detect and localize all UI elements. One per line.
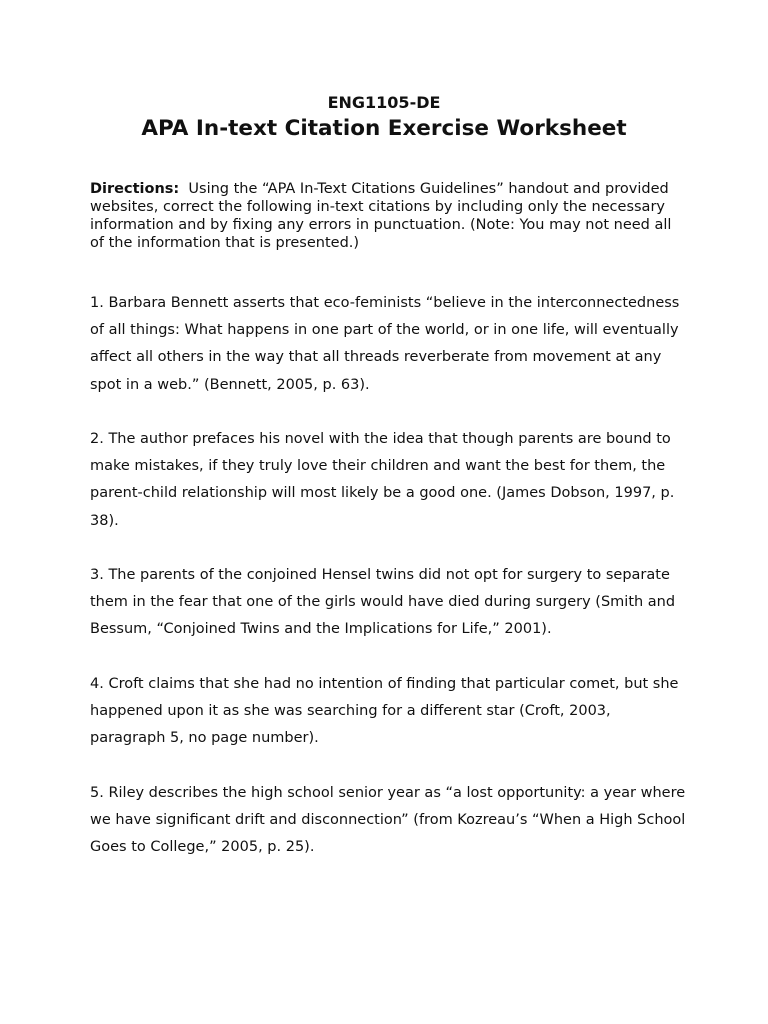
question-1: 1. Barbara Bennett asserts that eco-feminists “believe in the interconnectedness of all things: What happens in one part of the world, or in one life, will eventually affect all others in the way that all threads reverberate from movement at any spot in a web.” (Bennett, 2005, p. 63). (90, 295, 680, 393)
course-code: ENG1105-DE (327, 93, 441, 112)
question-2: 2. The author prefaces his novel with the idea that though parents are bound to make mistakes, if they truly love their children and want the best for them, the parent-child relationship will most likely be a good one. (James Dobson, 1997, p. 38). (90, 431, 675, 529)
question-4: 4. Croft claims that she had no intention of finding that particular comet, but she happened upon it as she was searching for a different star (Croft, 2003, paragraph 5, no page number). (90, 675, 679, 747)
directions-label: Directions: (90, 181, 180, 197)
question-5: 5. Riley describes the high school senior year as “a lost opportunity: a year where we have significant drift and disconnection” (from Kozreau’s “When a High School Goes to College,” 2005, p. 25). (90, 784, 686, 855)
directions-paragraph (90, 180, 680, 252)
question-list (90, 290, 690, 888)
question-3: 3. The parents of the conjoined Hensel twins did not opt for surgery to separate them in the fear that one of the girls would have died during surgery (Smith and Bessum, “Conjoined Twins and the Implications for Life,” 2001). (90, 567, 676, 638)
page-title: APA In-text Citation Exercise Worksheet (141, 116, 627, 141)
directions-text: Using the “APA In-Text Citations Guidelines” handout and provided websites, correct the following in-text citations by including only the necessary information and by fixing any errors in punctuation. (Note: You may not need all of the information that is presented.) (90, 181, 672, 251)
